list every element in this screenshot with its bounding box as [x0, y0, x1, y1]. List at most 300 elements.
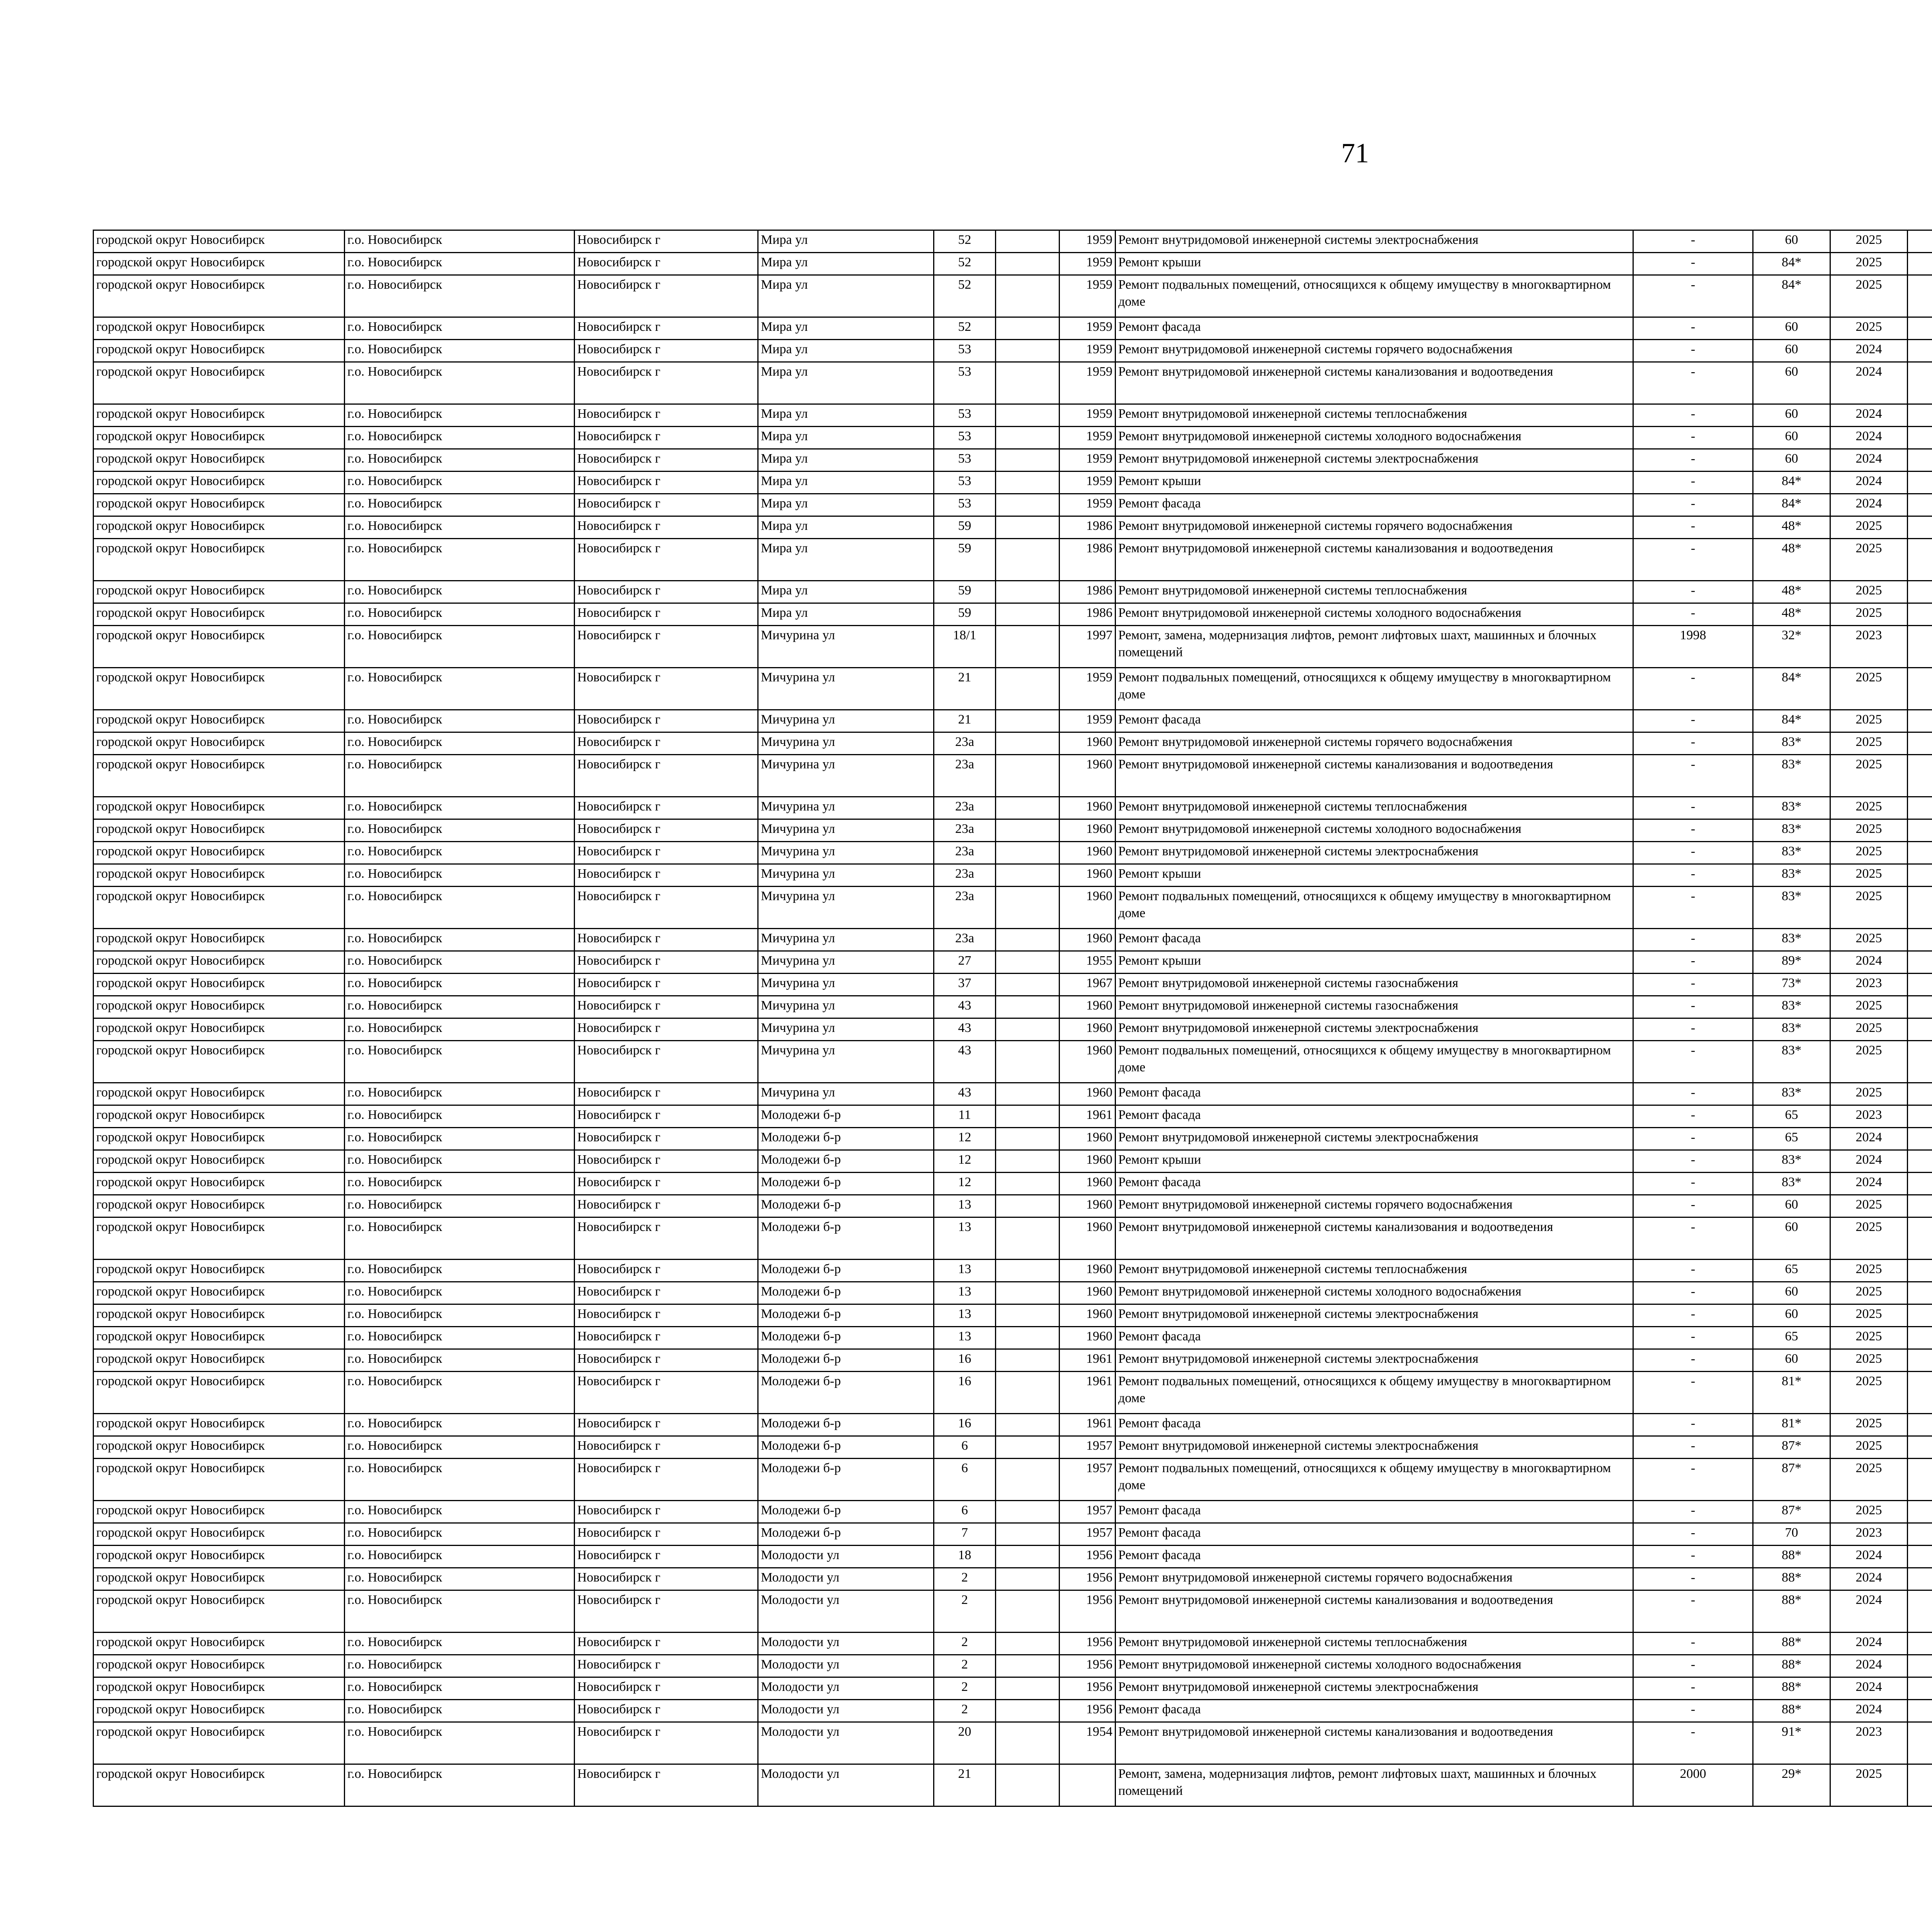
- cell-street: Мичурина ул: [758, 864, 934, 887]
- cell-wear-percent: 48*: [1753, 603, 1830, 626]
- cell-wear-percent: 87*: [1753, 1459, 1830, 1501]
- cell-city: Новосибирск г: [575, 362, 758, 404]
- cell-commission-year: 1960: [1060, 1327, 1116, 1349]
- cell-municipality: городской округ Новосибирск: [94, 974, 345, 996]
- cell-city: Новосибирск г: [575, 1105, 758, 1128]
- cell-street: Молодежи б-р: [758, 1349, 934, 1372]
- cell-commission-year: 1959: [1060, 449, 1116, 472]
- cell-commission-year: 1960: [1060, 1173, 1116, 1195]
- cell-house-letter: [996, 1018, 1060, 1041]
- table-row: [94, 1590, 1932, 1633]
- cell-settlement: г.о. Новосибирск: [345, 842, 575, 864]
- cell-last-overhaul-year: -: [1633, 603, 1753, 626]
- cell-commission-year: 1959: [1060, 494, 1116, 516]
- cell-street: Мичурина ул: [758, 732, 934, 755]
- cell-plan-year-from: 2025: [1830, 732, 1908, 755]
- cell-house-letter: [996, 275, 1060, 317]
- cell-work-type: Ремонт фасада: [1116, 494, 1633, 516]
- cell-plan-year-to: [1908, 317, 1932, 340]
- cell-settlement: г.о. Новосибирск: [345, 230, 575, 253]
- cell-municipality: городской округ Новосибирск: [94, 996, 345, 1018]
- cell-house-number: 23а: [934, 842, 996, 864]
- cell-last-overhaul-year: -: [1633, 340, 1753, 362]
- cell-plan-year-to: [1908, 1128, 1932, 1150]
- cell-city: Новосибирск г: [575, 842, 758, 864]
- cell-work-type: Ремонт, замена, модернизация лифтов, ремонт лифтовых шахт, машинных и блочных помещений: [1116, 626, 1633, 668]
- cell-commission-year: 1960: [1060, 929, 1116, 951]
- cell-municipality: городской округ Новосибирск: [94, 1568, 345, 1590]
- cell-wear-percent: 65: [1753, 1327, 1830, 1349]
- cell-wear-percent: 60: [1753, 317, 1830, 340]
- cell-city: Новосибирск г: [575, 1217, 758, 1260]
- cell-work-type: Ремонт внутридомовой инженерной системы канализования и водоотведения: [1116, 1590, 1633, 1633]
- cell-commission-year: 1986: [1060, 603, 1116, 626]
- cell-wear-percent: 84*: [1753, 253, 1830, 275]
- table-row: [94, 1568, 1932, 1590]
- cell-house-letter: [996, 230, 1060, 253]
- cell-plan-year-from: 2025: [1830, 1414, 1908, 1436]
- cell-last-overhaul-year: -: [1633, 1655, 1753, 1677]
- table-row: [94, 755, 1932, 797]
- cell-commission-year: 1956: [1060, 1633, 1116, 1655]
- cell-house-number: 2: [934, 1677, 996, 1700]
- cell-commission-year: 1960: [1060, 887, 1116, 929]
- cell-work-type: Ремонт внутридомовой инженерной системы холодного водоснабжения: [1116, 1655, 1633, 1677]
- cell-city: Новосибирск г: [575, 1722, 758, 1764]
- cell-city: Новосибирск г: [575, 516, 758, 539]
- cell-street: Молодежи б-р: [758, 1414, 934, 1436]
- cell-municipality: городской округ Новосибирск: [94, 1764, 345, 1806]
- cell-plan-year-from: 2024: [1830, 1128, 1908, 1150]
- cell-house-number: 43: [934, 1018, 996, 1041]
- cell-plan-year-from: 2025: [1830, 710, 1908, 732]
- table-row: [94, 1195, 1932, 1217]
- table-row: [94, 1459, 1932, 1501]
- cell-city: Новосибирск г: [575, 1173, 758, 1195]
- table-row: [94, 1414, 1932, 1436]
- cell-plan-year-from: 2024: [1830, 1173, 1908, 1195]
- cell-plan-year-from: 2025: [1830, 1436, 1908, 1459]
- cell-last-overhaul-year: -: [1633, 449, 1753, 472]
- cell-last-overhaul-year: -: [1633, 1105, 1753, 1128]
- cell-wear-percent: 91*: [1753, 1722, 1830, 1764]
- cell-house-letter: [996, 1105, 1060, 1128]
- cell-street: Молодежи б-р: [758, 1523, 934, 1546]
- cell-plan-year-from: 2024: [1830, 340, 1908, 362]
- cell-house-number: 2: [934, 1568, 996, 1590]
- cell-commission-year: 1959: [1060, 230, 1116, 253]
- cell-last-overhaul-year: -: [1633, 1436, 1753, 1459]
- cell-last-overhaul-year: -: [1633, 1523, 1753, 1546]
- cell-wear-percent: 83*: [1753, 1018, 1830, 1041]
- cell-house-number: 23а: [934, 929, 996, 951]
- cell-plan-year-to: [1908, 1282, 1932, 1304]
- cell-city: Новосибирск г: [575, 253, 758, 275]
- cell-house-number: 13: [934, 1282, 996, 1304]
- table-row: [94, 864, 1932, 887]
- cell-street: Молодости ул: [758, 1700, 934, 1722]
- cell-settlement: г.о. Новосибирск: [345, 1041, 575, 1083]
- cell-last-overhaul-year: -: [1633, 1173, 1753, 1195]
- cell-settlement: г.о. Новосибирск: [345, 449, 575, 472]
- cell-last-overhaul-year: -: [1633, 929, 1753, 951]
- cell-municipality: городской округ Новосибирск: [94, 427, 345, 449]
- cell-settlement: г.о. Новосибирск: [345, 1655, 575, 1677]
- cell-plan-year-from: 2024: [1830, 362, 1908, 404]
- cell-house-letter: [996, 755, 1060, 797]
- cell-plan-year-from: 2024: [1830, 1546, 1908, 1568]
- cell-municipality: городской округ Новосибирск: [94, 472, 345, 494]
- cell-street: Мичурина ул: [758, 951, 934, 974]
- cell-plan-year-to: [1908, 581, 1932, 603]
- cell-work-type: Ремонт внутридомовой инженерной системы канализования и водоотведения: [1116, 362, 1633, 404]
- cell-street: Молодежи б-р: [758, 1260, 934, 1282]
- cell-settlement: г.о. Новосибирск: [345, 1546, 575, 1568]
- cell-city: Новосибирск г: [575, 1304, 758, 1327]
- cell-commission-year: 1957: [1060, 1523, 1116, 1546]
- cell-municipality: городской округ Новосибирск: [94, 842, 345, 864]
- cell-plan-year-from: 2024: [1830, 951, 1908, 974]
- cell-house-letter: [996, 1436, 1060, 1459]
- cell-plan-year-to: [1908, 710, 1932, 732]
- cell-plan-year-to: [1908, 1414, 1932, 1436]
- cell-work-type: Ремонт подвальных помещений, относящихся к общему имуществу в многоквартирном доме: [1116, 668, 1633, 710]
- cell-wear-percent: 48*: [1753, 581, 1830, 603]
- cell-house-number: 53: [934, 449, 996, 472]
- cell-commission-year: 1960: [1060, 842, 1116, 864]
- cell-city: Новосибирск г: [575, 1655, 758, 1677]
- cell-house-number: 43: [934, 1041, 996, 1083]
- table-row: [94, 1722, 1932, 1764]
- cell-wear-percent: 87*: [1753, 1436, 1830, 1459]
- cell-municipality: городской округ Новосибирск: [94, 1546, 345, 1568]
- cell-wear-percent: 60: [1753, 1282, 1830, 1304]
- cell-municipality: городской округ Новосибирск: [94, 404, 345, 427]
- cell-settlement: г.о. Новосибирск: [345, 603, 575, 626]
- cell-house-number: 13: [934, 1327, 996, 1349]
- cell-city: Новосибирск г: [575, 1260, 758, 1282]
- cell-house-letter: [996, 1327, 1060, 1349]
- cell-commission-year: 1961: [1060, 1372, 1116, 1414]
- cell-plan-year-from: 2024: [1830, 1590, 1908, 1633]
- cell-work-type: Ремонт внутридомовой инженерной системы электроснабжения: [1116, 1018, 1633, 1041]
- table-row: [94, 1700, 1932, 1722]
- cell-house-letter: [996, 1590, 1060, 1633]
- cell-house-number: 43: [934, 1083, 996, 1105]
- cell-plan-year-from: 2023: [1830, 1105, 1908, 1128]
- cell-plan-year-to: [1908, 668, 1932, 710]
- cell-settlement: г.о. Новосибирск: [345, 1414, 575, 1436]
- cell-work-type: Ремонт внутридомовой инженерной системы электроснабжения: [1116, 1677, 1633, 1700]
- cell-plan-year-to: [1908, 472, 1932, 494]
- cell-settlement: г.о. Новосибирск: [345, 404, 575, 427]
- cell-municipality: городской округ Новосибирск: [94, 1590, 345, 1633]
- cell-municipality: городской округ Новосибирск: [94, 1041, 345, 1083]
- cell-municipality: городской округ Новосибирск: [94, 581, 345, 603]
- cell-settlement: г.о. Новосибирск: [345, 1722, 575, 1764]
- cell-street: Мичурина ул: [758, 1041, 934, 1083]
- cell-municipality: городской округ Новосибирск: [94, 1327, 345, 1349]
- cell-city: Новосибирск г: [575, 1372, 758, 1414]
- cell-street: Мичурина ул: [758, 668, 934, 710]
- cell-plan-year-from: 2025: [1830, 1041, 1908, 1083]
- cell-work-type: Ремонт внутридомовой инженерной системы теплоснабжения: [1116, 581, 1633, 603]
- cell-work-type: Ремонт внутридомовой инженерной системы горячего водоснабжения: [1116, 516, 1633, 539]
- cell-work-type: Ремонт подвальных помещений, относящихся к общему имуществу в многоквартирном доме: [1116, 275, 1633, 317]
- cell-commission-year: 1959: [1060, 404, 1116, 427]
- table-row: [94, 1173, 1932, 1195]
- cell-work-type: Ремонт фасада: [1116, 1546, 1633, 1568]
- cell-house-number: 52: [934, 230, 996, 253]
- table-row: [94, 732, 1932, 755]
- cell-commission-year: 1959: [1060, 253, 1116, 275]
- cell-work-type: Ремонт крыши: [1116, 253, 1633, 275]
- cell-last-overhaul-year: -: [1633, 275, 1753, 317]
- cell-house-number: 23а: [934, 755, 996, 797]
- cell-last-overhaul-year: -: [1633, 864, 1753, 887]
- cell-house-letter: [996, 974, 1060, 996]
- cell-wear-percent: 60: [1753, 1349, 1830, 1372]
- cell-municipality: городской округ Новосибирск: [94, 1173, 345, 1195]
- cell-commission-year: 1997: [1060, 626, 1116, 668]
- cell-municipality: городской округ Новосибирск: [94, 1105, 345, 1128]
- cell-settlement: г.о. Новосибирск: [345, 797, 575, 819]
- cell-house-number: 2: [934, 1655, 996, 1677]
- cell-plan-year-from: 2025: [1830, 1282, 1908, 1304]
- cell-wear-percent: 88*: [1753, 1568, 1830, 1590]
- cell-wear-percent: 65: [1753, 1128, 1830, 1150]
- cell-wear-percent: 84*: [1753, 472, 1830, 494]
- cell-work-type: Ремонт внутридомовой инженерной системы теплоснабжения: [1116, 404, 1633, 427]
- cell-commission-year: 1961: [1060, 1349, 1116, 1372]
- cell-plan-year-to: [1908, 819, 1932, 842]
- cell-commission-year: 1959: [1060, 472, 1116, 494]
- cell-commission-year: 1959: [1060, 668, 1116, 710]
- cell-house-letter: [996, 516, 1060, 539]
- table-row: [94, 404, 1932, 427]
- cell-commission-year: 1959: [1060, 362, 1116, 404]
- cell-street: Мира ул: [758, 253, 934, 275]
- cell-city: Новосибирск г: [575, 581, 758, 603]
- cell-house-letter: [996, 1041, 1060, 1083]
- cell-settlement: г.о. Новосибирск: [345, 1217, 575, 1260]
- cell-plan-year-from: 2025: [1830, 887, 1908, 929]
- cell-house-letter: [996, 1633, 1060, 1655]
- cell-settlement: г.о. Новосибирск: [345, 974, 575, 996]
- cell-settlement: г.о. Новосибирск: [345, 494, 575, 516]
- cell-wear-percent: 81*: [1753, 1414, 1830, 1436]
- cell-settlement: г.о. Новосибирск: [345, 275, 575, 317]
- cell-house-letter: [996, 1282, 1060, 1304]
- cell-last-overhaul-year: -: [1633, 1700, 1753, 1722]
- table-row: [94, 1436, 1932, 1459]
- table-row: [94, 668, 1932, 710]
- cell-city: Новосибирск г: [575, 1150, 758, 1173]
- cell-house-number: 53: [934, 404, 996, 427]
- table-row: [94, 1217, 1932, 1260]
- cell-settlement: г.о. Новосибирск: [345, 539, 575, 581]
- cell-plan-year-to: [1908, 1217, 1932, 1260]
- cell-last-overhaul-year: -: [1633, 797, 1753, 819]
- table-row: [94, 710, 1932, 732]
- cell-wear-percent: 60: [1753, 230, 1830, 253]
- cell-plan-year-to: [1908, 755, 1932, 797]
- cell-municipality: городской округ Новосибирск: [94, 929, 345, 951]
- cell-city: Новосибирск г: [575, 1677, 758, 1700]
- cell-last-overhaul-year: -: [1633, 494, 1753, 516]
- table-row: [94, 539, 1932, 581]
- cell-work-type: Ремонт фасада: [1116, 710, 1633, 732]
- cell-municipality: городской округ Новосибирск: [94, 516, 345, 539]
- table-row: [94, 603, 1932, 626]
- cell-work-type: Ремонт внутридомовой инженерной системы канализования и водоотведения: [1116, 1217, 1633, 1260]
- cell-street: Молодости ул: [758, 1722, 934, 1764]
- cell-street: Мичурина ул: [758, 755, 934, 797]
- cell-municipality: городской округ Новосибирск: [94, 275, 345, 317]
- cell-city: Новосибирск г: [575, 427, 758, 449]
- cell-municipality: городской округ Новосибирск: [94, 1349, 345, 1372]
- cell-settlement: г.о. Новосибирск: [345, 1677, 575, 1700]
- cell-municipality: городской округ Новосибирск: [94, 317, 345, 340]
- cell-wear-percent: 70: [1753, 1523, 1830, 1546]
- cell-house-number: 13: [934, 1260, 996, 1282]
- cell-commission-year: 1986: [1060, 581, 1116, 603]
- cell-municipality: городской округ Новосибирск: [94, 1217, 345, 1260]
- cell-plan-year-to: [1908, 230, 1932, 253]
- cell-municipality: городской округ Новосибирск: [94, 1722, 345, 1764]
- table-row: [94, 1083, 1932, 1105]
- cell-plan-year-to: [1908, 1372, 1932, 1414]
- cell-street: Мичурина ул: [758, 710, 934, 732]
- cell-plan-year-to: [1908, 1105, 1932, 1128]
- cell-municipality: городской округ Новосибирск: [94, 819, 345, 842]
- cell-house-letter: [996, 951, 1060, 974]
- cell-wear-percent: 88*: [1753, 1590, 1830, 1633]
- cell-plan-year-from: 2025: [1830, 317, 1908, 340]
- cell-street: Мичурина ул: [758, 996, 934, 1018]
- cell-city: Новосибирск г: [575, 974, 758, 996]
- cell-wear-percent: 48*: [1753, 516, 1830, 539]
- cell-wear-percent: 32*: [1753, 626, 1830, 668]
- cell-plan-year-from: 2025: [1830, 539, 1908, 581]
- cell-settlement: г.о. Новосибирск: [345, 710, 575, 732]
- cell-settlement: г.о. Новосибирск: [345, 668, 575, 710]
- cell-settlement: г.о. Новосибирск: [345, 864, 575, 887]
- cell-plan-year-to: [1908, 1459, 1932, 1501]
- cell-house-number: 37: [934, 974, 996, 996]
- cell-city: Новосибирск г: [575, 1414, 758, 1436]
- cell-city: Новосибирск г: [575, 626, 758, 668]
- cell-street: Молодости ул: [758, 1546, 934, 1568]
- cell-work-type: Ремонт внутридомовой инженерной системы газоснабжения: [1116, 996, 1633, 1018]
- cell-settlement: г.о. Новосибирск: [345, 1372, 575, 1414]
- cell-last-overhaul-year: -: [1633, 974, 1753, 996]
- cell-work-type: Ремонт внутридомовой инженерной системы электроснабжения: [1116, 1128, 1633, 1150]
- cell-plan-year-to: [1908, 1633, 1932, 1655]
- cell-plan-year-from: 2025: [1830, 1327, 1908, 1349]
- cell-last-overhaul-year: -: [1633, 317, 1753, 340]
- cell-house-letter: [996, 1568, 1060, 1590]
- cell-last-overhaul-year: 1998: [1633, 626, 1753, 668]
- cell-street: Мичурина ул: [758, 974, 934, 996]
- cell-work-type: Ремонт крыши: [1116, 1150, 1633, 1173]
- cell-work-type: Ремонт внутридомовой инженерной системы теплоснабжения: [1116, 1260, 1633, 1282]
- cell-last-overhaul-year: -: [1633, 1018, 1753, 1041]
- cell-house-letter: [996, 1083, 1060, 1105]
- cell-city: Новосибирск г: [575, 732, 758, 755]
- cell-street: Мира ул: [758, 317, 934, 340]
- cell-plan-year-from: 2025: [1830, 516, 1908, 539]
- cell-plan-year-to: [1908, 1568, 1932, 1590]
- cell-plan-year-from: 2023: [1830, 626, 1908, 668]
- cell-wear-percent: 83*: [1753, 864, 1830, 887]
- cell-municipality: городской округ Новосибирск: [94, 253, 345, 275]
- cell-house-number: 13: [934, 1195, 996, 1217]
- cell-plan-year-from: 2024: [1830, 449, 1908, 472]
- table-row: [94, 1041, 1932, 1083]
- cell-wear-percent: 83*: [1753, 887, 1830, 929]
- cell-street: Мира ул: [758, 362, 934, 404]
- cell-plan-year-to: [1908, 1501, 1932, 1523]
- cell-city: Новосибирск г: [575, 1523, 758, 1546]
- cell-plan-year-from: 2025: [1830, 1349, 1908, 1372]
- cell-house-letter: [996, 929, 1060, 951]
- cell-commission-year: 1967: [1060, 974, 1116, 996]
- cell-last-overhaul-year: -: [1633, 1590, 1753, 1633]
- cell-street: Мичурина ул: [758, 887, 934, 929]
- cell-wear-percent: 87*: [1753, 1501, 1830, 1523]
- cell-last-overhaul-year: -: [1633, 1217, 1753, 1260]
- cell-last-overhaul-year: -: [1633, 516, 1753, 539]
- cell-municipality: городской округ Новосибирск: [94, 1195, 345, 1217]
- cell-plan-year-to: [1908, 1523, 1932, 1546]
- cell-last-overhaul-year: -: [1633, 427, 1753, 449]
- cell-work-type: Ремонт фасада: [1116, 1700, 1633, 1722]
- cell-house-letter: [996, 797, 1060, 819]
- cell-plan-year-to: [1908, 362, 1932, 404]
- cell-wear-percent: 60: [1753, 404, 1830, 427]
- cell-city: Новосибирск г: [575, 494, 758, 516]
- cell-street: Молодежи б-р: [758, 1459, 934, 1501]
- cell-house-number: 59: [934, 581, 996, 603]
- cell-settlement: г.о. Новосибирск: [345, 819, 575, 842]
- cell-plan-year-from: 2025: [1830, 755, 1908, 797]
- cell-plan-year-from: 2024: [1830, 472, 1908, 494]
- cell-municipality: городской округ Новосибирск: [94, 1083, 345, 1105]
- cell-plan-year-to: [1908, 516, 1932, 539]
- cell-municipality: городской округ Новосибирск: [94, 1128, 345, 1150]
- cell-commission-year: [1060, 1764, 1116, 1806]
- cell-city: Новосибирск г: [575, 449, 758, 472]
- cell-street: Молодежи б-р: [758, 1327, 934, 1349]
- registry-table-body: [94, 230, 1932, 1806]
- cell-commission-year: 1956: [1060, 1677, 1116, 1700]
- cell-work-type: Ремонт внутридомовой инженерной системы канализования и водоотведения: [1116, 755, 1633, 797]
- cell-commission-year: 1960: [1060, 1195, 1116, 1217]
- cell-last-overhaul-year: -: [1633, 887, 1753, 929]
- cell-plan-year-from: 2023: [1830, 1523, 1908, 1546]
- cell-wear-percent: 60: [1753, 1195, 1830, 1217]
- cell-wear-percent: 83*: [1753, 996, 1830, 1018]
- cell-plan-year-from: 2025: [1830, 929, 1908, 951]
- cell-municipality: городской округ Новосибирск: [94, 1633, 345, 1655]
- cell-plan-year-to: [1908, 1764, 1932, 1806]
- cell-wear-percent: 88*: [1753, 1655, 1830, 1677]
- cell-wear-percent: 60: [1753, 1304, 1830, 1327]
- cell-last-overhaul-year: -: [1633, 819, 1753, 842]
- cell-house-letter: [996, 1546, 1060, 1568]
- cell-city: Новосибирск г: [575, 1546, 758, 1568]
